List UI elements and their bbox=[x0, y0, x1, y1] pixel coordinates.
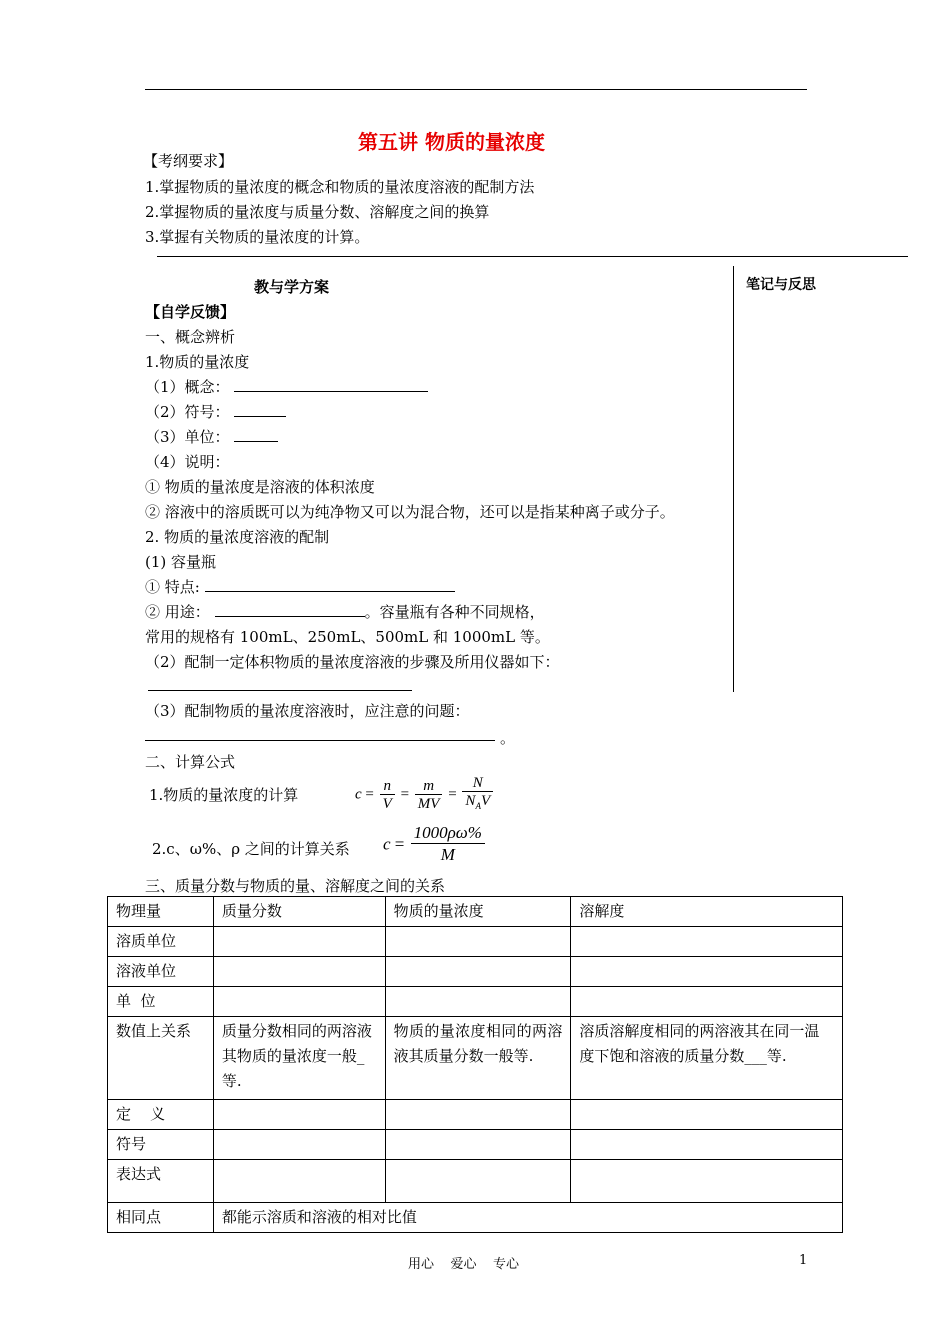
flask-heading: (1) 容量瓶 bbox=[145, 553, 217, 571]
outline-item-2: 2.掌握物质的量浓度与质量分数、溶解度之间的换算 bbox=[145, 203, 490, 221]
usage-label: ② 用途： bbox=[145, 603, 210, 621]
table-row bbox=[108, 927, 843, 957]
f1-eq1: = bbox=[365, 786, 374, 803]
table-row bbox=[108, 957, 843, 987]
f1-bigN: N bbox=[462, 775, 493, 792]
row-label: 表达式 bbox=[108, 1160, 214, 1203]
table-cell[interactable] bbox=[571, 1100, 843, 1130]
steps-line: （2）配制一定体积物质的量浓度溶液的步骤及所用仪器如下： bbox=[145, 653, 560, 671]
f1-n: n bbox=[380, 778, 395, 795]
f1-nav: $N_AV$ bbox=[465, 793, 491, 811]
table-cell: 质量分数相同的两溶液其物质的量浓度一般_等. bbox=[213, 1017, 385, 1100]
f1-frac-n-nav bbox=[462, 775, 493, 815]
symbol-line bbox=[145, 401, 286, 422]
f2-c: c bbox=[383, 834, 391, 854]
table-cell[interactable] bbox=[571, 957, 843, 987]
header-cell: 溶解度 bbox=[571, 897, 843, 927]
unit-line bbox=[145, 426, 278, 447]
formula-2-label: 2.c、ω%、ρ 之间的计算关系 bbox=[152, 840, 350, 858]
table-cell[interactable] bbox=[385, 987, 571, 1017]
note-2: ② 溶液中的溶质既可以为纯净物又可以为混合物，还可以是指某种离子或分子。 bbox=[145, 503, 675, 521]
unit-label: （3）单位： bbox=[145, 428, 230, 446]
f1-v: V bbox=[382, 795, 392, 812]
formula-1 bbox=[355, 775, 495, 815]
table-cell: 物质的量浓度相同的两溶液其质量分数一般等. bbox=[385, 1017, 571, 1100]
usage-line bbox=[145, 601, 545, 622]
table-row bbox=[108, 1160, 843, 1203]
feature-line bbox=[145, 576, 455, 597]
concept-heading: 一、概念辨析 bbox=[145, 328, 236, 346]
table-cell[interactable] bbox=[385, 1100, 571, 1130]
steps-blank bbox=[148, 690, 412, 691]
table-cell[interactable] bbox=[385, 1160, 571, 1203]
row-label: 单 位 bbox=[108, 987, 214, 1017]
row-label: 定 义 bbox=[108, 1100, 214, 1130]
f1-mv: MV bbox=[417, 795, 440, 812]
concept-blank bbox=[234, 377, 428, 392]
table-cell[interactable] bbox=[213, 957, 385, 987]
note-1: ① 物质的量浓度是溶液的体积浓度 bbox=[145, 478, 375, 496]
table-cell[interactable] bbox=[571, 1160, 843, 1203]
notes-title: 笔记与反思 bbox=[746, 277, 816, 293]
table-cell[interactable] bbox=[213, 1100, 385, 1130]
f1-frac-n-v bbox=[380, 778, 395, 813]
row-label: 数值上关系 bbox=[108, 1017, 214, 1100]
row-label: 相同点 bbox=[108, 1203, 214, 1233]
attention-end: 。 bbox=[500, 729, 516, 747]
attention-blank bbox=[145, 740, 495, 741]
table-row bbox=[108, 1017, 843, 1100]
f1-eq2: = bbox=[400, 786, 410, 803]
preparation-heading: 2. 物质的量浓度溶液的配制 bbox=[145, 528, 330, 546]
symbol-label: （2）符号： bbox=[145, 403, 230, 421]
table-cell[interactable] bbox=[571, 927, 843, 957]
table-cell[interactable] bbox=[213, 927, 385, 957]
top-rule bbox=[145, 89, 807, 90]
header-cell: 物理量 bbox=[108, 897, 214, 927]
formula-1-label: 1.物质的量浓度的计算 bbox=[149, 786, 299, 804]
feature-blank bbox=[205, 577, 455, 592]
unit-blank bbox=[234, 427, 278, 442]
f1-c: c bbox=[355, 786, 362, 803]
f1-frac-m-mv bbox=[415, 778, 443, 813]
formula-heading: 二、计算公式 bbox=[145, 753, 236, 771]
table-header-row bbox=[108, 897, 843, 927]
relation-table bbox=[107, 896, 843, 1233]
f1-m: m bbox=[415, 778, 443, 795]
outline-heading: 【考纲要求】 bbox=[143, 152, 234, 170]
molarity-heading: 1.物质的量浓度 bbox=[145, 353, 250, 371]
merged-cell: 都能示溶质和溶液的相对比值 bbox=[213, 1203, 842, 1233]
table-row bbox=[108, 1203, 843, 1233]
f2-eq: = bbox=[394, 834, 405, 854]
header-cell: 质量分数 bbox=[213, 897, 385, 927]
usage-tail: 。容量瓶有各种不同规格， bbox=[364, 603, 545, 621]
specs-line: 常用的规格有 100mL、250mL、500mL 和 1000mL 等。 bbox=[145, 628, 550, 646]
table-cell[interactable] bbox=[213, 1130, 385, 1160]
table-cell[interactable] bbox=[385, 927, 571, 957]
f2-frac bbox=[411, 823, 485, 866]
table-row bbox=[108, 1100, 843, 1130]
outline-item-3: 3.掌握有关物质的量浓度的计算。 bbox=[145, 228, 370, 246]
table-cell[interactable] bbox=[571, 1130, 843, 1160]
symbol-blank bbox=[234, 402, 286, 417]
table-row bbox=[108, 987, 843, 1017]
f2-num: 1000ρω% bbox=[411, 823, 485, 844]
plan-title: 教与学方案 bbox=[254, 278, 330, 296]
header-cell: 物质的量浓度 bbox=[385, 897, 571, 927]
table-cell[interactable] bbox=[571, 987, 843, 1017]
relation-heading: 三、质量分数与物质的量、溶解度之间的关系 bbox=[145, 877, 446, 895]
row-label: 溶液单位 bbox=[108, 957, 214, 987]
table-cell[interactable] bbox=[213, 1160, 385, 1203]
concept-line bbox=[145, 376, 428, 397]
formula-2 bbox=[383, 823, 487, 866]
row-label: 符号 bbox=[108, 1130, 214, 1160]
f1-eq3: = bbox=[448, 786, 457, 803]
feedback-heading: 【自学反馈】 bbox=[145, 303, 236, 321]
notes-separator bbox=[733, 266, 734, 692]
table-cell[interactable] bbox=[385, 957, 571, 987]
concept-label: （1）概念： bbox=[145, 378, 230, 396]
table-row bbox=[108, 1130, 843, 1160]
feature-label: ① 特点: bbox=[145, 578, 200, 596]
f2-den: M bbox=[440, 845, 455, 864]
outline-item-1: 1.掌握物质的量浓度的概念和物质的量浓度溶液的配制方法 bbox=[145, 178, 535, 196]
page-title: 第五讲 物质的量浓度 bbox=[358, 130, 545, 154]
attention-line: （3）配制物质的量浓度溶液时，应注意的问题： bbox=[145, 702, 470, 720]
explain-label: （4）说明： bbox=[145, 453, 230, 471]
table-cell: 溶质溶解度相同的两溶液其在同一温度下饱和溶液的质量分数___等. bbox=[571, 1017, 843, 1100]
page-number: 1 bbox=[799, 1253, 808, 1268]
section-rule bbox=[157, 256, 908, 257]
usage-blank bbox=[215, 602, 365, 617]
table-cell[interactable] bbox=[385, 1130, 571, 1160]
table-cell[interactable] bbox=[213, 987, 385, 1017]
row-label: 溶质单位 bbox=[108, 927, 214, 957]
footer-motto: 用心 爱心 专心 bbox=[408, 1257, 520, 1272]
